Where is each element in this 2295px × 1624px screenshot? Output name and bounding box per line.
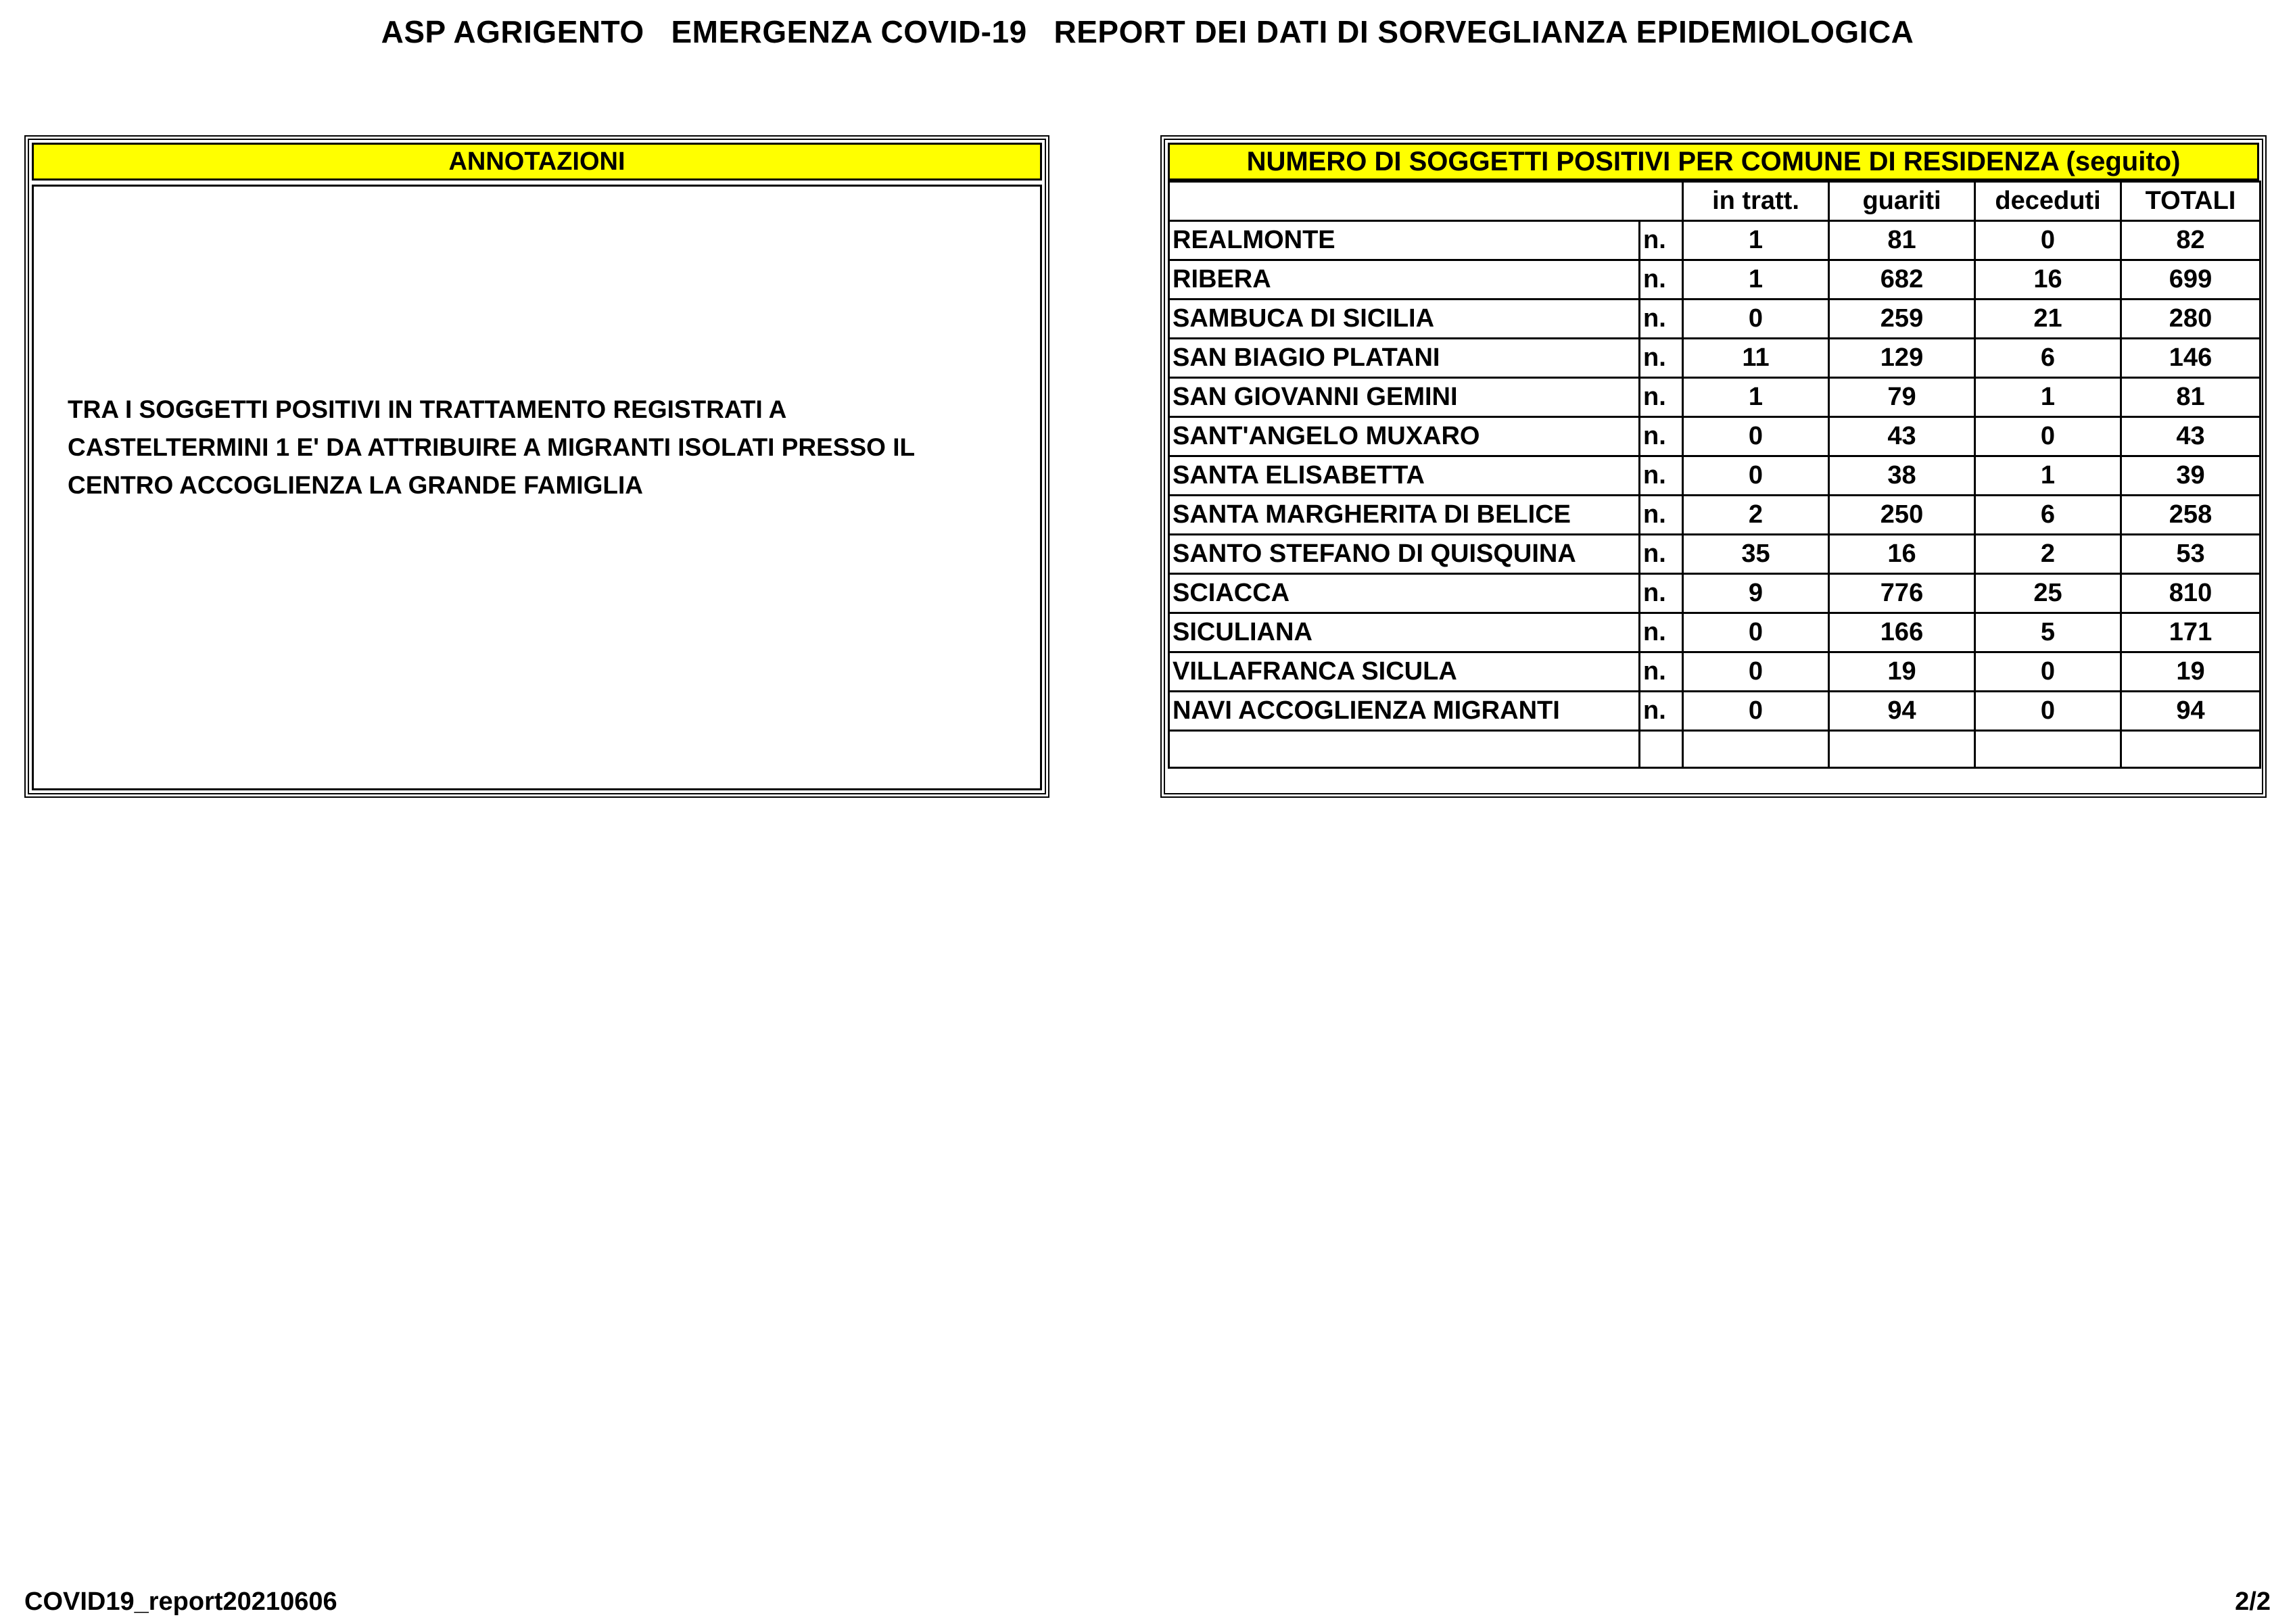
value-in-tratt: 0 <box>1683 417 1829 456</box>
value-totali: 82 <box>2121 221 2261 260</box>
unit-label: n. <box>1640 496 1683 535</box>
value-in-tratt: 9 <box>1683 574 1829 613</box>
report-id: COVID19_report20210606 <box>24 1587 337 1616</box>
value-deceduti: 0 <box>1975 692 2121 731</box>
unit-label: n. <box>1640 221 1683 260</box>
municipalities-table <box>1168 181 2261 769</box>
value-totali: 94 <box>2121 692 2261 731</box>
page-title: ASP AGRIGENTO EMERGENZA COVID-19 REPORT DEI DATI DI SORVEGLIANZA EPIDEMIOLOGICA <box>381 14 1914 49</box>
municipalities-panel <box>1160 135 2267 798</box>
unit-label: n. <box>1640 456 1683 496</box>
annotations-body <box>32 185 1042 790</box>
value-totali: 81 <box>2121 378 2261 417</box>
value-deceduti: 1 <box>1975 456 2121 496</box>
column-header-in-tratt: in tratt. <box>1683 182 1829 221</box>
empty-cell <box>1169 731 1640 768</box>
comune-name: SANTA ELISABETTA <box>1169 456 1640 496</box>
table-row <box>1169 535 2261 574</box>
value-guariti: 94 <box>1829 692 1975 731</box>
value-deceduti: 21 <box>1975 300 2121 339</box>
value-in-tratt: 0 <box>1683 652 1829 692</box>
value-in-tratt: 0 <box>1683 613 1829 652</box>
value-guariti: 81 <box>1829 221 1975 260</box>
value-deceduti: 6 <box>1975 339 2121 378</box>
value-guariti: 682 <box>1829 260 1975 300</box>
value-totali: 146 <box>2121 339 2261 378</box>
value-guariti: 19 <box>1829 652 1975 692</box>
value-deceduti: 0 <box>1975 221 2121 260</box>
comune-name: SCIACCA <box>1169 574 1640 613</box>
table-header-row <box>1169 182 2261 221</box>
value-totali: 53 <box>2121 535 2261 574</box>
table-row <box>1169 692 2261 731</box>
value-totali: 280 <box>2121 300 2261 339</box>
value-totali: 810 <box>2121 574 2261 613</box>
table-row <box>1169 260 2261 300</box>
value-guariti: 43 <box>1829 417 1975 456</box>
value-in-tratt: 0 <box>1683 692 1829 731</box>
unit-label: n. <box>1640 339 1683 378</box>
empty-cell <box>2121 731 2261 768</box>
value-in-tratt: 35 <box>1683 535 1829 574</box>
value-deceduti: 25 <box>1975 574 2121 613</box>
unit-label: n. <box>1640 692 1683 731</box>
value-guariti: 776 <box>1829 574 1975 613</box>
comune-name: NAVI ACCOGLIENZA MIGRANTI <box>1169 692 1640 731</box>
comune-name: SAN GIOVANNI GEMINI <box>1169 378 1640 417</box>
empty-cell <box>1640 731 1683 768</box>
comune-name: SANTA MARGHERITA DI BELICE <box>1169 496 1640 535</box>
empty-cell <box>1683 731 1829 768</box>
unit-label: n. <box>1640 574 1683 613</box>
value-in-tratt: 1 <box>1683 260 1829 300</box>
comune-name: REALMONTE <box>1169 221 1640 260</box>
unit-label: n. <box>1640 417 1683 456</box>
table-row <box>1169 378 2261 417</box>
empty-cell <box>1829 731 1975 768</box>
table-row <box>1169 456 2261 496</box>
empty-cell <box>1975 731 2121 768</box>
value-guariti: 16 <box>1829 535 1975 574</box>
value-in-tratt: 1 <box>1683 378 1829 417</box>
column-header-guariti: guariti <box>1829 182 1975 221</box>
table-row <box>1169 613 2261 652</box>
page-number: 2/2 <box>2235 1587 2271 1616</box>
value-in-tratt: 11 <box>1683 339 1829 378</box>
unit-label: n. <box>1640 613 1683 652</box>
value-deceduti: 16 <box>1975 260 2121 300</box>
value-totali: 258 <box>2121 496 2261 535</box>
value-in-tratt: 1 <box>1683 221 1829 260</box>
comune-name: SAN BIAGIO PLATANI <box>1169 339 1640 378</box>
value-deceduti: 1 <box>1975 378 2121 417</box>
table-row <box>1169 300 2261 339</box>
comune-name: RIBERA <box>1169 260 1640 300</box>
unit-label: n. <box>1640 260 1683 300</box>
value-in-tratt: 0 <box>1683 456 1829 496</box>
unit-label: n. <box>1640 378 1683 417</box>
comune-name: SANT'ANGELO MUXARO <box>1169 417 1640 456</box>
table-row <box>1169 339 2261 378</box>
column-header-deceduti: deceduti <box>1975 182 2121 221</box>
table-row <box>1169 221 2261 260</box>
comune-name: SAMBUCA DI SICILIA <box>1169 300 1640 339</box>
table-row <box>1169 417 2261 456</box>
annotations-panel <box>24 135 1049 798</box>
value-totali: 43 <box>2121 417 2261 456</box>
value-guariti: 250 <box>1829 496 1975 535</box>
value-guariti: 259 <box>1829 300 1975 339</box>
value-deceduti: 6 <box>1975 496 2121 535</box>
value-guariti: 79 <box>1829 378 1975 417</box>
table-row <box>1169 496 2261 535</box>
value-in-tratt: 2 <box>1683 496 1829 535</box>
value-deceduti: 5 <box>1975 613 2121 652</box>
comune-name: SANTO STEFANO DI QUISQUINA <box>1169 535 1640 574</box>
unit-label: n. <box>1640 652 1683 692</box>
value-deceduti: 2 <box>1975 535 2121 574</box>
table-row <box>1169 652 2261 692</box>
value-totali: 39 <box>2121 456 2261 496</box>
header-blank-cell <box>1169 182 1683 221</box>
value-totali: 19 <box>2121 652 2261 692</box>
column-header-totali: TOTALI <box>2121 182 2261 221</box>
value-totali: 699 <box>2121 260 2261 300</box>
value-deceduti: 0 <box>1975 417 2121 456</box>
annotations-text: TRA I SOGGETTI POSITIVI IN TRATTAMENTO REGISTRATI A CASTELTERMINI 1 E' DA ATTRIBUIRE A MIGRANTI ISOLATI PRESSO IL CENTRO ACCOGLIENZA LA GRANDE FAMIGLIA <box>68 396 916 499</box>
value-deceduti: 0 <box>1975 652 2121 692</box>
unit-label: n. <box>1640 535 1683 574</box>
comune-name: SICULIANA <box>1169 613 1640 652</box>
value-totali: 171 <box>2121 613 2261 652</box>
value-in-tratt: 0 <box>1683 300 1829 339</box>
annotations-heading: ANNOTAZIONI <box>32 143 1042 181</box>
value-guariti: 38 <box>1829 456 1975 496</box>
empty-table-row <box>1169 731 2261 768</box>
value-guariti: 166 <box>1829 613 1975 652</box>
comune-name: VILLAFRANCA SICULA <box>1169 652 1640 692</box>
municipalities-heading: NUMERO DI SOGGETTI POSITIVI PER COMUNE DI RESIDENZA (seguito) <box>1168 143 2259 181</box>
value-guariti: 129 <box>1829 339 1975 378</box>
unit-label: n. <box>1640 300 1683 339</box>
table-row <box>1169 574 2261 613</box>
